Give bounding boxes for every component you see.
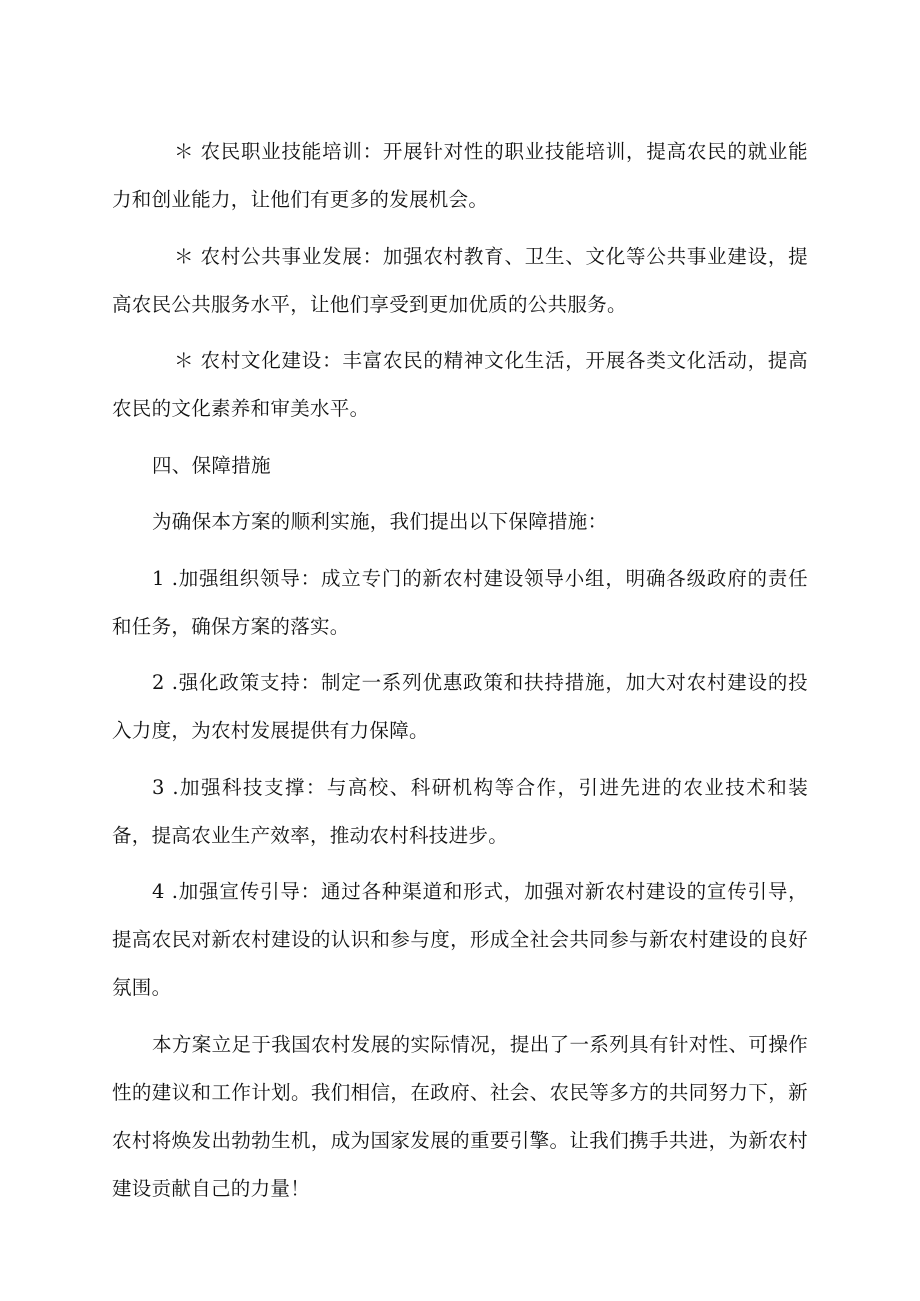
item-text: .加强宣传引导：通过各种渠道和形式，加强对新农村建设的宣传引导，提高农民对新农村建设的认识和参与度，形成全社会共同参与新农村建设的良好氛围。 — [112, 880, 808, 999]
bullet-paragraph — [112, 233, 808, 329]
bullet-text: 农民职业技能培训：开展针对性的职业技能培训，提高农民的就业能力和创业能力，让他们有更多的发展机会。 — [112, 140, 808, 211]
numbered-item — [112, 868, 808, 1012]
bullet-asterisk: ＊ — [174, 244, 194, 268]
bullet-paragraph — [112, 128, 808, 224]
numbered-item — [112, 764, 808, 860]
section-intro: 为确保本方案的顺利实施，我们提出以下保障措施： — [152, 510, 608, 533]
numbered-item — [112, 555, 808, 651]
item-number: 4 — [152, 880, 165, 903]
bullet-asterisk: ＊ — [174, 140, 194, 163]
conclusion-paragraph: 本方案立足于我国农村发展的实际情况，提出了一系列具有针对性、可操作性的建议和工作计划。我们相信，在政府、社会、农民等多方的共同努力下，新农村将焕发出勃勃生机，成为国家发展的重要引擎。让我们携手共进，为新农村建设贡献自己的力量！ — [112, 1032, 808, 1200]
item-text: .加强科技支撑：与高校、科研机构等合作，引进先进的农业技术和装备，提高农业生产效率，推动农村科技进步。 — [112, 775, 809, 847]
item-text: .强化政策支持：制定一系列优惠政策和扶持措施，加大对农村建设的投入力度，为农村发展提供有力保障。 — [112, 671, 808, 742]
bullet-text: 农村文化建设：丰富农民的精神文化生活，开展各类文化活动，提高农民的文化素养和审美水平。 — [112, 349, 808, 420]
numbered-item — [112, 659, 808, 755]
item-number: 2 — [152, 671, 165, 694]
document-body — [112, 128, 808, 1221]
item-number: 3 — [152, 775, 165, 799]
bullet-asterisk: ＊ — [174, 349, 194, 372]
section-heading: 四、保障措施 — [152, 453, 271, 477]
bullet-paragraph — [112, 337, 808, 433]
bullet-text: 农村公共事业发展：加强农村教育、卫生、文化等公共事业建设，提高农民公共服务水平，让他们享受到更加优质的公共服务。 — [112, 244, 808, 316]
item-text: .加强组织领导：成立专门的新农村建设领导小组，明确各级政府的责任和任务，确保方案的落实。 — [112, 566, 808, 638]
item-number: 1 — [152, 566, 165, 590]
